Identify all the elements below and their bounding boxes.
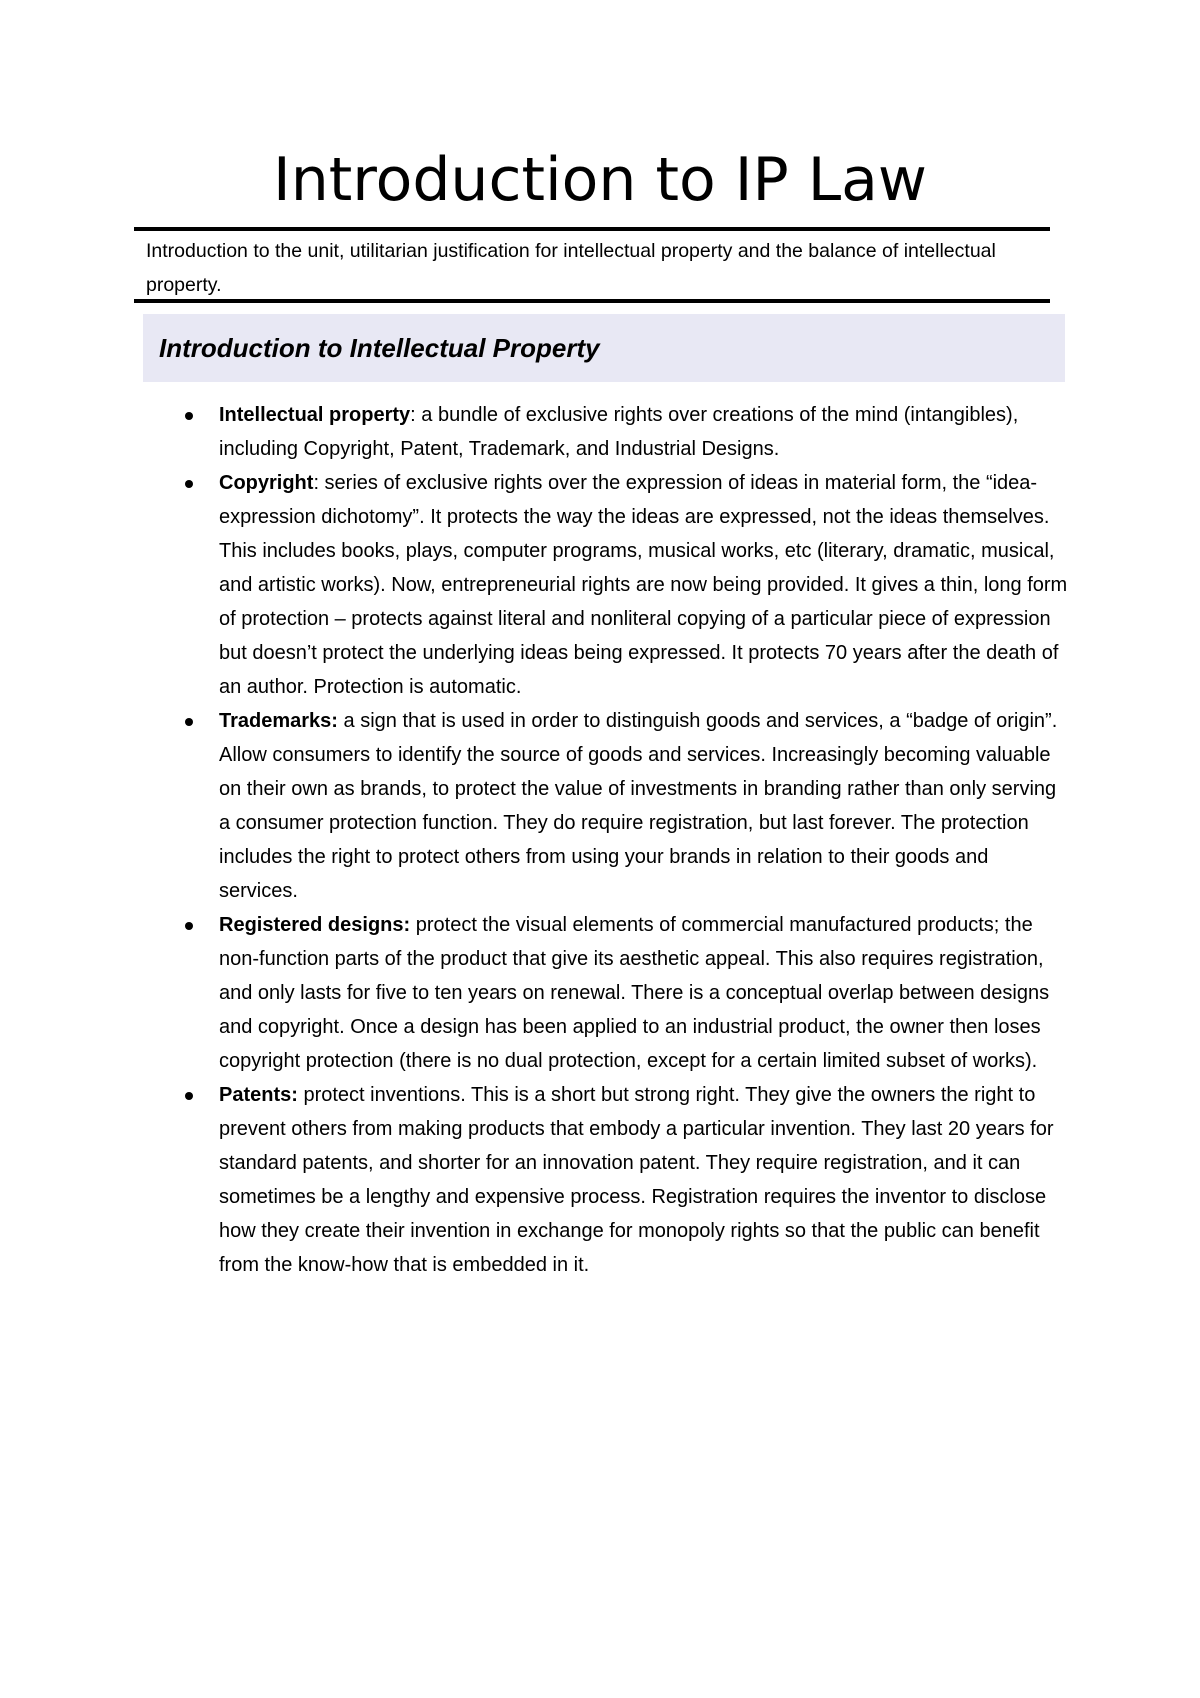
ip-types-list (0, 398, 1200, 1282)
list-item-term: Copyright (219, 472, 314, 494)
bullet-dot-icon (185, 922, 193, 930)
list-item-patents (0, 1078, 1200, 1282)
unit-summary-box (134, 227, 1050, 303)
list-item-text: : a bundle of exclusive rights over creations of the mind (intangibles), including Copyright, Patent, Trademark, and Industrial Designs. (219, 404, 1019, 460)
list-item-term: Patents: (219, 1084, 298, 1106)
bullet-dot-icon (185, 412, 193, 420)
list-item-trademarks (0, 704, 1200, 908)
bullet-dot-icon (185, 480, 193, 488)
unit-summary-text: Introduction to the unit, utilitarian justification for intellectual property and the balance of intellectual property. (146, 240, 996, 296)
bullet-dot-icon (185, 1092, 193, 1100)
list-item-text: protect inventions. This is a short but strong right. They give the owners the right to prevent others from making products that embody a particular invention. They last 20 years for standard patents, and shorter for an innovation patent. They require registration, and it can sometimes be a lengthy and expensive process. Registration requires the inventor to disclose how they create their invention in exchange for monopoly rights so that the public can benefit from the know-how that is embedded in it. (219, 1084, 1054, 1276)
list-item-term: Trademarks: (219, 710, 338, 732)
list-item-copyright (0, 466, 1200, 704)
list-item-text: : series of exclusive rights over the expression of ideas in material form, the “idea-expression dichotomy”. It protects the way the ideas are expressed, not the ideas themselves. This includes books, plays, computer programs, musical works, etc (literary, dramatic, musical, and artistic works). Now, entrepreneurial rights are now being provided. It gives a thin, long form of protection – protects against literal and nonliteral copying of a particular piece of expression but doesn’t protect the underlying ideas being expressed. It protects 70 years after the death of an author. Protection is automatic. (219, 472, 1068, 698)
list-item-text: a sign that is used in order to distinguish goods and services, a “badge of origin”. Allow consumers to identify the source of goods and services. Increasingly becoming valuable on their own as brands, to protect the value of investments in branding rather than only serving a consumer protection function. They do require registration, but last forever. The protection includes the right to protect others from using your brands in relation to their goods and services. (219, 710, 1058, 902)
bullet-dot-icon (185, 718, 193, 726)
document-title: Introduction to IP Law (273, 145, 927, 215)
list-item-registered-designs (0, 908, 1200, 1078)
list-item-intellectual-property (0, 398, 1200, 466)
list-item-term: Registered designs: (219, 914, 411, 936)
section-heading-band (143, 314, 1065, 382)
section-heading: Introduction to Intellectual Property (159, 333, 600, 363)
list-item-term: Intellectual property (219, 404, 411, 426)
list-item-text: protect the visual elements of commercial manufactured products; the non-function parts of the product that give its aesthetic appeal. This also requires registration, and only lasts for five to ten years on renewal. There is a conceptual overlap between designs and copyright. Once a design has been applied to an industrial product, the owner then loses copyright protection (there is no dual protection, except for a certain limited subset of works). (219, 914, 1050, 1072)
